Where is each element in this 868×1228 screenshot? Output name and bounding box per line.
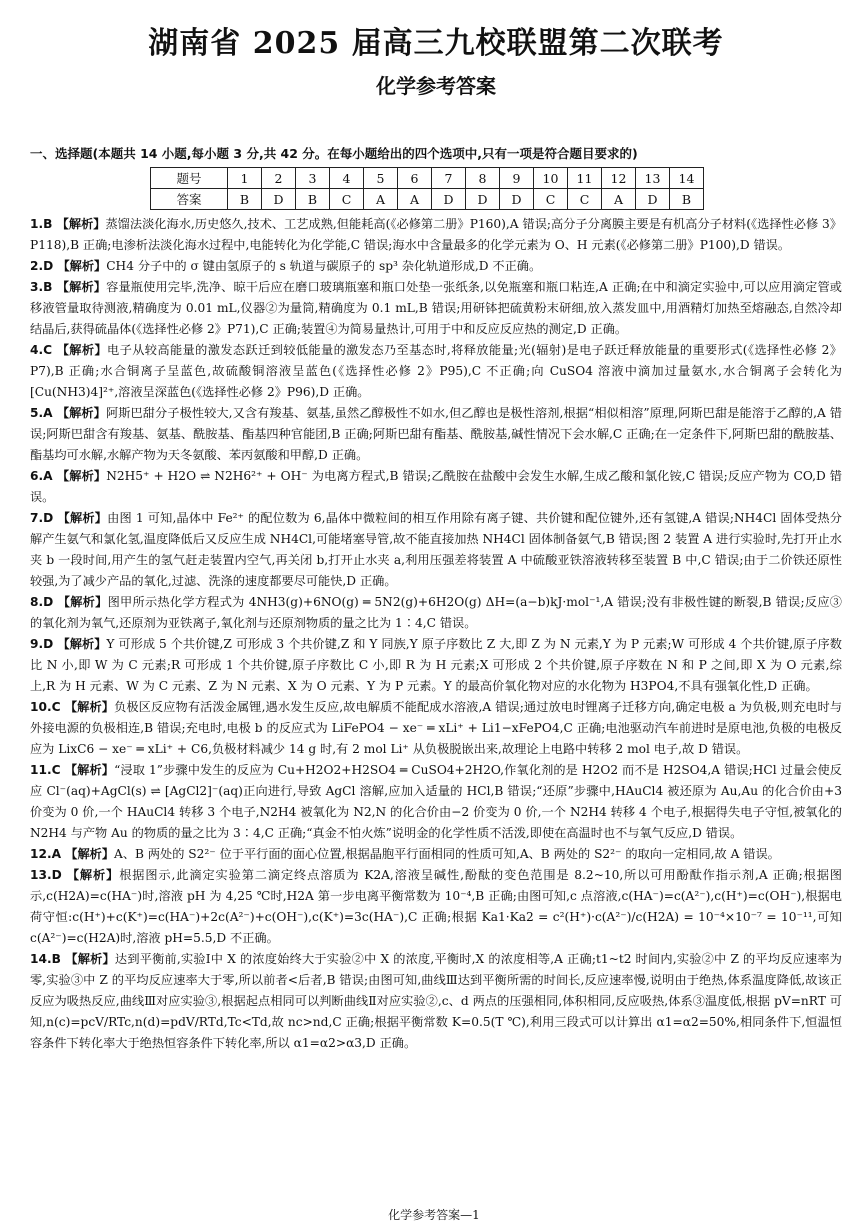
explanation-item bbox=[30, 592, 842, 634]
explanation-text: 达到平衡前,实验Ⅰ中 X 的浓度始终大于实验②中 X 的浓度,平衡时,X 的浓度相等,A 正确;t1~t2 时间内,实验②中 Z 的平均反应速率为零,实验③中 Z 的平均反应速率大于零,所以前者<后者,B 错误;由图可知,曲线Ⅲ达到平衡所需的时间长,反应速率慢,说明由于绝热,体系温度降低,故该正反应为吸热反应,曲线Ⅲ对应实验③,根据起点相同可以判断曲线Ⅱ对应实验②,c、d 两点的压强相同,体积相同,反应吸热,体系③温度低,根据 pV=nRT 可知,n(c)=pcV/RTc,n(d)=pdV/RTd,Tc<Td,故 nc>nd,C 正确;根据平衡常数 K=0.5(T ℃),利用三段式可以计算出 α1=α2=50%,相同条件下,恒温恒容条件下转化率大于绝热恒容条件下转化率,所以 α1=α2>α3,D 正确。 bbox=[30, 952, 842, 1050]
answer-table-row-label: 题号 bbox=[151, 168, 228, 189]
explanation-text: 根据图示,此滴定实验第二滴定终点溶质为 K2A,溶液呈碱性,酚酞的变色范围是 8.2~10,所以可用酚酞作指示剂,A 正确;根据图示,c(H2A)=c(HA⁻)时,溶液 pH 为 4,25 ℃时,H2A 第一步电离平衡常数为 10⁻⁴,B 正确;由图可知,c 点溶液,c(HA⁻)=c(A²⁻),c(H⁺)=c(OH⁻),根据电荷守恒:c(H⁺)+c(K⁺)=c(HA⁻)+2c(A²⁻)+c(OH⁻),c(K⁺)=3c(HA⁻),C 正确;根据 Ka1·Ka2 = c²(H⁺)·c(A²⁻)/c(H2A) = 10⁻⁴×10⁻⁷ = 10⁻¹¹,可知 c(A²⁻)=c(H2A)时,溶液 pH=5.5,D 不正确。 bbox=[30, 868, 842, 945]
explanation-text: “浸取 1”步骤中发生的反应为 Cu+H2O2+H2SO4 ═ CuSO4+2H2O,作氧化剂的是 H2O2 而不是 H2SO4,A 错误;HCl 过量会使反应 Cl⁻(aq)+AgCl(s) ⇌ [AgCl2]⁻(aq)正向进行,导致 AgCl 溶解,应加入适量的 HCl,B 错误;“还原”步骤中,HAuCl4 被还原为 Au,Au 的化合价由+3 价变为 0 价,一个 HAuCl4 转移 3 个电子,N2H4 被氧化为 N2,N 的化合价由−2 价变为 0 价,一个 N2H4 转移 4 个电子,根据得失电子守恒,被氧化的 N2H4 与产物 Au 的物质的量之比为 3∶4,C 正确;“真金不怕火炼”说明金的化学性质不活泼,即使在高温时也不与氧气反应,D 错误。 bbox=[30, 763, 842, 840]
page-footer: 化学参考答案—1 bbox=[388, 1208, 480, 1222]
explanation-item bbox=[30, 277, 842, 340]
answer-table-answers-row bbox=[151, 189, 704, 210]
question-number-cell: 4 bbox=[330, 168, 364, 189]
answer-cell: A bbox=[398, 189, 432, 210]
explanation-answer-tag: 9.D 【解析】 bbox=[30, 637, 107, 651]
question-number-cell: 10 bbox=[534, 168, 568, 189]
explanation-answer-tag: 3.B 【解析】 bbox=[30, 280, 107, 294]
explanation-text: 阿斯巴甜分子极性较大,又含有羧基、氨基,虽然乙醇极性不如水,但乙醇也是极性溶剂,根据“相似相溶”原理,阿斯巴甜是能溶于乙醇的,A 错误;阿斯巴甜含有羧基、氨基、酰胺基、酯基四种官能团,B 正确;阿斯巴甜有酯基、酰胺基,碱性情况下会水解,C 正确;在一定条件下,阿斯巴甜的酰胺基、酯基均可水解,水解产物为天冬氨酸、苯丙氨酸和甲醇,D 正确。 bbox=[30, 406, 842, 462]
answer-cell: A bbox=[364, 189, 398, 210]
explanation-text: 容量瓶使用完毕,洗净、晾干后应在磨口玻璃瓶塞和瓶口处垫一张纸条,以免瓶塞和瓶口粘连,A 正确;在中和滴定实验中,可以应用滴定管或移液管量取待测液,精确度为 0.01 mL,仪器②为量筒,精确度为 0.1 mL,B 错误;用研钵把硫黄粉末研细,放入蒸发皿中,用酒精灯加热至熔融态,自然冷却结晶后,获得硫晶体(《选择性必修 2》P71),C 正确;装置④为简易量热计,可用于中和反应反应热的测定,D 正确。 bbox=[30, 280, 842, 336]
explanation-text: Y 可形成 5 个共价键,Z 可形成 3 个共价键,Z 和 Y 同族,Y 原子序数比 Z 大,即 Z 为 N 元素,Y 为 P 元素;W 可形成 4 个共价键,原子序数比 N 小,即 W 为 C 元素;R 可形成 1 个共价键,原子序数比 C 小,即 R 为 H 元素;X 可形成 2 个共价键,原子序数在 N 和 P 之间,即 X 为 O 元素,综上,R 为 H 元素、W 为 C 元素、Z 为 N 元素、X 为 O 元素、Y 为 P 元素。Y 的最高价氧化物对应的水化物为 H3PO4,不具有强氧化性,D 正确。 bbox=[30, 637, 842, 693]
answer-cell: D bbox=[262, 189, 296, 210]
document-subtitle: 化学参考答案 bbox=[376, 74, 496, 98]
question-number-cell: 7 bbox=[432, 168, 466, 189]
question-number-cell: 5 bbox=[364, 168, 398, 189]
explanation-answer-tag: 4.C 【解析】 bbox=[30, 343, 108, 357]
answer-cell: D bbox=[466, 189, 500, 210]
explanation-answer-tag: 14.B 【解析】 bbox=[30, 952, 115, 966]
explanation-answer-tag: 11.C 【解析】 bbox=[30, 763, 115, 777]
explanation-item bbox=[30, 634, 842, 697]
explanation-text: CH4 分子中的 σ 键由氢原子的 s 轨道与碳原子的 sp³ 杂化轨道形成,D 不正确。 bbox=[106, 259, 542, 273]
question-number-cell: 14 bbox=[670, 168, 704, 189]
explanation-answer-tag: 10.C 【解析】 bbox=[30, 700, 115, 714]
explanation-item bbox=[30, 340, 842, 403]
answer-cell: D bbox=[636, 189, 670, 210]
explanation-item bbox=[30, 697, 842, 760]
answer-table bbox=[150, 167, 704, 210]
document-title: 湖南省 2025 届高三九校联盟第二次联考 bbox=[148, 26, 724, 61]
question-number-cell: 2 bbox=[262, 168, 296, 189]
explanation-text: A、B 两处的 S2²⁻ 位于平行面的面心位置,根据晶胞平行面相同的性质可知,A、B 两处的 S2²⁻ 的取向一定相同,故 A 错误。 bbox=[114, 847, 780, 861]
explanation-text: N2H5⁺ + H2O ⇌ N2H6²⁺ + OH⁻ 为电离方程式,B 错误;乙酰胺在盐酸中会发生水解,生成乙酸和氯化铵,C 错误;反应产物为 CO,D 错误。 bbox=[30, 469, 842, 504]
explanation-text: 负极区反应物有活泼金属锂,遇水发生反应,故电解质不能配成水溶液,A 错误;通过放电时锂离子迁移方向,确定电极 a 为负极,则充电时与外接电源的负极相连,B 错误;充电时,电极 b 的反应式为 LiFePO4 − xe⁻ ═ xLi⁺ + Li1−xFePO4,C 正确;电池驱动汽车前进时是原电池,负极的电极反应为 LixC6 − xe⁻ ═ xLi⁺ + C6,负极材料减少 14 g 时,有 2 mol Li⁺ 从负极脱嵌出来,故理论上电路中转移 2 mol 电子,故 D 错误。 bbox=[30, 700, 843, 756]
answer-cell: B bbox=[670, 189, 704, 210]
question-number-cell: 3 bbox=[296, 168, 330, 189]
explanation-answer-tag: 7.D 【解析】 bbox=[30, 511, 108, 525]
explanations-list bbox=[30, 214, 842, 1054]
question-number-cell: 1 bbox=[228, 168, 262, 189]
question-number-cell: 13 bbox=[636, 168, 670, 189]
explanation-answer-tag: 13.D 【解析】 bbox=[30, 868, 120, 882]
explanation-item bbox=[30, 256, 842, 277]
explanation-item bbox=[30, 466, 842, 508]
answer-cell: B bbox=[228, 189, 262, 210]
explanation-answer-tag: 5.A 【解析】 bbox=[30, 406, 106, 420]
explanation-item bbox=[30, 214, 842, 256]
question-number-cell: 9 bbox=[500, 168, 534, 189]
explanation-text: 蒸馏法淡化海水,历史悠久,技术、工艺成熟,但能耗高(《必修第二册》P160),A 错误;高分子分离膜主要是有机高分子材料(《选择性必修 3》P118),B 正确;电渗析法淡化海水过程中,电能转化为化学能,C 错误;海水中含量最多的化学元素为 O、H 元素(《必修第二册》P100),D 错误。 bbox=[30, 217, 842, 252]
explanation-item bbox=[30, 508, 842, 592]
explanation-text: 由图 1 可知,晶体中 Fe²⁺ 的配位数为 6,晶体中微粒间的相互作用除有离子键、共价键和配位键外,还有氢键,A 错误;NH4Cl 固体受热分解产生氨气和氯化氢,温度降低后又反应生成 NH4Cl,可能堵塞导管,故不能直接加热 NH4Cl 固体制备氨气,B 错误;图 2 装置 A 进行实验时,先打开止水夹 b 一段时间,用产生的氢气赶走装置内空气,再关闭 b,打开止水夹 a,利用压强差将装置 A 中硫酸亚铁溶液转移至装置 B 中,C 错误;由于二价铁还原性较强,为了减少产品的氧化,过滤、洗涤的速度都要尽可能快,D 正确。 bbox=[30, 511, 842, 588]
explanation-text: 图甲所示热化学方程式为 4NH3(g)+6NO(g) ═ 5N2(g)+6H2O(g) ΔH=(a−b)kJ·mol⁻¹,A 错误;没有非极性键的断裂,B 错误;反应③的氧化剂为氧气,还原剂为亚铁离子,氧化剂与还原剂物质的量之比为 1∶4,C 错误。 bbox=[30, 595, 842, 630]
question-number-cell: 11 bbox=[568, 168, 602, 189]
explanation-answer-tag: 12.A 【解析】 bbox=[30, 847, 115, 861]
explanation-item bbox=[30, 949, 842, 1054]
answer-cell: A bbox=[602, 189, 636, 210]
answer-cell: B bbox=[296, 189, 330, 210]
answer-cell: C bbox=[330, 189, 364, 210]
explanation-answer-tag: 6.A 【解析】 bbox=[30, 469, 107, 483]
explanation-item bbox=[30, 865, 842, 949]
explanation-answer-tag: 1.B 【解析】 bbox=[30, 217, 106, 231]
answer-table-row-label: 答案 bbox=[151, 189, 228, 210]
section-heading: 一、选择题(本题共 14 小题,每小题 3 分,共 42 分。在每小题给出的四个选项中,只有一项是符合题目要求的) bbox=[30, 146, 638, 161]
answer-cell: D bbox=[432, 189, 466, 210]
explanation-item bbox=[30, 760, 842, 844]
answer-cell: C bbox=[568, 189, 602, 210]
question-number-cell: 8 bbox=[466, 168, 500, 189]
answer-cell: C bbox=[534, 189, 568, 210]
question-number-cell: 12 bbox=[602, 168, 636, 189]
question-number-cell: 6 bbox=[398, 168, 432, 189]
answer-cell: D bbox=[500, 189, 534, 210]
explanation-answer-tag: 8.D 【解析】 bbox=[30, 595, 108, 609]
explanation-text: 电子从较高能量的激发态跃迁到较低能量的激发态乃至基态时,将释放能量;光(辐射)是电子跃迁释放能量的重要形式(《选择性必修 2》P7),B 正确;水合铜离子呈蓝色,故硫酸铜溶液呈蓝色(《选择性必修 2》P95),C 不正确;向 CuSO4 溶液中滴加过量氨水,水合铜离子会转化为[Cu(NH3)4]²⁺,溶液呈深蓝色(《选择性必修 2》P96),D 正确。 bbox=[30, 343, 842, 399]
explanation-item bbox=[30, 844, 842, 865]
explanation-answer-tag: 2.D 【解析】 bbox=[30, 259, 107, 273]
explanation-item bbox=[30, 403, 842, 466]
answer-table-numbers-row bbox=[151, 168, 704, 189]
